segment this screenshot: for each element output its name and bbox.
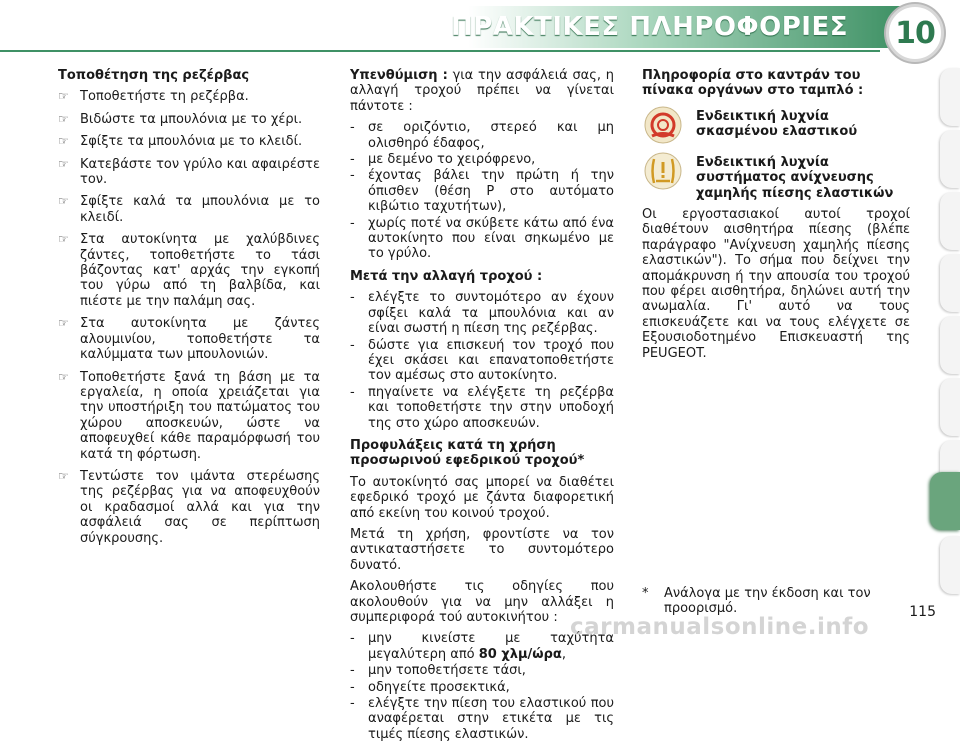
chapter-tab-active[interactable] xyxy=(930,472,960,530)
section-title-temporary-wheel: Προφυλάξεις κατά τη χρήση προσωρινού εφεδρικού τροχού* xyxy=(350,437,585,469)
list-item: ☞ Τοποθετήστε τη ρεζέρβα. xyxy=(58,89,249,105)
list-item: - μην τοποθετήσετε τάσι, xyxy=(350,663,526,679)
hand-pointer-icon: ☞ xyxy=(58,369,69,384)
header-banner xyxy=(0,0,960,62)
page-number: 115 xyxy=(909,604,936,620)
paragraph: Μετά τη χρήση, φροντίστε να τον αντικαταστήσετε το συντομότερο δυνατό. xyxy=(350,526,614,573)
column-dashboard-info xyxy=(642,68,910,367)
steps-list xyxy=(58,89,320,546)
temporary-wheel-list xyxy=(350,631,614,742)
list-item: - σε οριζόντιο, στερεό και μη ολισθηρό έδαφος, xyxy=(350,120,614,151)
section-title-dashboard: Πληροφορία στο καντράν του πίνακα οργάνων στο ταμπλό : xyxy=(642,68,864,99)
footnote-mark: * xyxy=(642,586,649,601)
footnote xyxy=(642,586,910,617)
paragraph: Το αυτοκίνητό σας μπορεί να διαθέτει εφεδρικό τροχό με ζάντα διαφορετική από εκείνη του κοινού τροχού. xyxy=(350,474,614,521)
chapter-tab[interactable] xyxy=(940,192,960,250)
lamp-label: Ενδεικτική λυχνία σκασμένου ελαστικού xyxy=(696,108,858,140)
chapter-tab[interactable] xyxy=(940,378,960,436)
page-title: ΠΡΑΚΤΙΚΕΣ ΠΛΗΡΟΦΟΡΙΕΣ xyxy=(451,12,848,42)
list-item: ☞ Στα αυτοκίνητα με ζάντες αλουμινίου, τοποθετήστε τα καλύμματα των μπουλονιών. xyxy=(58,316,320,363)
hand-pointer-icon: ☞ xyxy=(58,468,69,483)
list-item: ☞ Στα αυτοκίνητα με χαλύβδινες ζάντες, τοποθετήστε το τάσι βάζοντας κατ' αρχάς την εγκοπή του γύρω από τη βαλβίδα, και πιέστε με την παλάμη σας. xyxy=(58,232,320,309)
list-item: - μην κινείστε με ταχύτητα μεγαλύτερη από 80 χλμ/ώρα, xyxy=(350,631,614,662)
hand-pointer-icon: ☞ xyxy=(58,134,69,149)
chapter-badge xyxy=(886,4,944,62)
pressure-lamp-row xyxy=(642,151,910,201)
section-title-spare-wheel: Τοποθέτηση της ρεζέρβας xyxy=(58,68,250,83)
list-item: ☞ Σφίξτε τα μπουλόνια με το κλειδί. xyxy=(58,134,303,150)
chapter-tabs xyxy=(940,68,960,628)
lamp-label: Ενδεικτική λυχνία συστήματος ανίχνευσης χαμηλής πίεσης ελαστικών xyxy=(696,154,894,201)
hand-pointer-icon: ☞ xyxy=(58,316,69,331)
reminder-list xyxy=(350,120,614,262)
list-item: - οδηγείτε προσεκτικά, xyxy=(350,679,510,695)
list-item: - με δεμένο το χειρόφρενο, xyxy=(350,152,536,168)
chapter-tab[interactable] xyxy=(940,130,960,188)
column-reminder xyxy=(350,68,614,749)
list-item: ☞ Τοποθετήστε ξανά τη βάση με τα εργαλεία, η οποία χρειάζεται για την υποστήριξη του πατώματος του χώρου αποσκευών, ώστε να αποφευχθεί κάθε παραμόρφωσή του κατά τη φόρτωση. xyxy=(58,369,320,462)
list-item: ☞ Τεντώστε τον ιμάντα στερέωσης της ρεζέρβας για να αποφευχθούν οι κραδασμοί αλλά και για την ασφάλειά σας σε περίπτωση σύγκρουσης. xyxy=(58,468,320,546)
list-item: - έχοντας βάλει την πρώτη ή την όπισθεν (θέση P στο αυτόματο κιβώτιο ταχυτήτων), xyxy=(350,168,614,215)
list-item: - πηγαίνετε να ελέγξετε τη ρεζέρβα και τοποθετήστε την στην υποδοχή της στο χώρο αποσκευών. xyxy=(350,384,614,431)
hand-pointer-icon: ☞ xyxy=(58,232,69,247)
chapter-tab[interactable] xyxy=(940,68,960,126)
list-item: - χωρίς ποτέ να σκύβετε κάτω από ένα αυτοκίνητο που είναι σηκωμένο με το γρύλο. xyxy=(350,215,614,262)
watermark: carmanualsonline.info xyxy=(570,614,870,640)
list-item: - ελέγξτε το συντομότερο αν έχουν σφίξει καλά τα μπουλόνια και αν είναι σωστή η πίεση της ρεζέρβας. xyxy=(350,290,614,337)
footnote-text: Ανάλογα με την έκδοση και τον προορισμό. xyxy=(664,586,871,617)
tyre-pressure-warning-icon xyxy=(642,151,684,191)
after-change-list xyxy=(350,290,614,431)
flat-tyre-lamp-row xyxy=(642,105,910,145)
chapter-tab[interactable] xyxy=(940,316,960,374)
chapter-tab[interactable] xyxy=(940,254,960,312)
hand-pointer-icon: ☞ xyxy=(58,111,69,126)
list-item: - ελέγξτε την πίεση του ελαστικού που αναφέρεται στην ετικέτα με τις τιμές πίεσης ελαστικών. xyxy=(350,696,614,742)
section-title-after-change: Μετά την αλλαγή τροχού : xyxy=(350,268,543,284)
column-spare-wheel xyxy=(58,68,320,553)
header-rule xyxy=(0,50,880,52)
list-item: ☞ Βιδώστε τα μπουλόνια με το χέρι. xyxy=(58,111,303,127)
hand-pointer-icon: ☞ xyxy=(58,194,69,209)
reminder-paragraph: Υπενθύμιση : για την ασφάλειά σας, η αλλαγή τροχού πρέπει να γίνεται πάντοτε : xyxy=(350,68,614,114)
chapter-number: 10 xyxy=(895,15,935,51)
hand-pointer-icon: ☞ xyxy=(58,156,69,171)
flat-tyre-warning-icon xyxy=(642,105,684,145)
list-item: - δώστε για επισκευή τον τροχό που έχει σκάσει και επανατοποθετήστε τον αμέσως στο αυτοκίνητο. xyxy=(350,337,614,384)
chapter-tab[interactable] xyxy=(940,536,960,594)
hand-pointer-icon: ☞ xyxy=(58,89,69,104)
paragraph: Ακολουθήστε τις οδηγίες που ακολουθούν για να μην αλλάξει η συμπεριφορά τού αυτοκινήτου : xyxy=(350,579,614,625)
list-item: ☞ Κατεβάστε τον γρύλο και αφαιρέστε τον. xyxy=(58,156,320,188)
list-item: ☞ Σφίξτε καλά τα μπουλόνια με το κλειδί. xyxy=(58,194,320,225)
paragraph: Οι εργοστασιακοί αυτοί τροχοί διαθέτουν αισθητήρα πίεσης (βλέπε παράγραφο "Ανίχνευση χαμηλής πίεσης ελαστικών"). Το σήμα που δείχνει την απομάκρυνση ή την απουσία του τροχού που φέρει αισθητήρα, δηλώνει αυτή την ανωμαλία. Γι' αυτό να τους επισκευάζετε και να τους ελέγχετε σε Εξουσιοδοτημένο Επισκευαστή της PEUGEOT. xyxy=(642,207,910,361)
